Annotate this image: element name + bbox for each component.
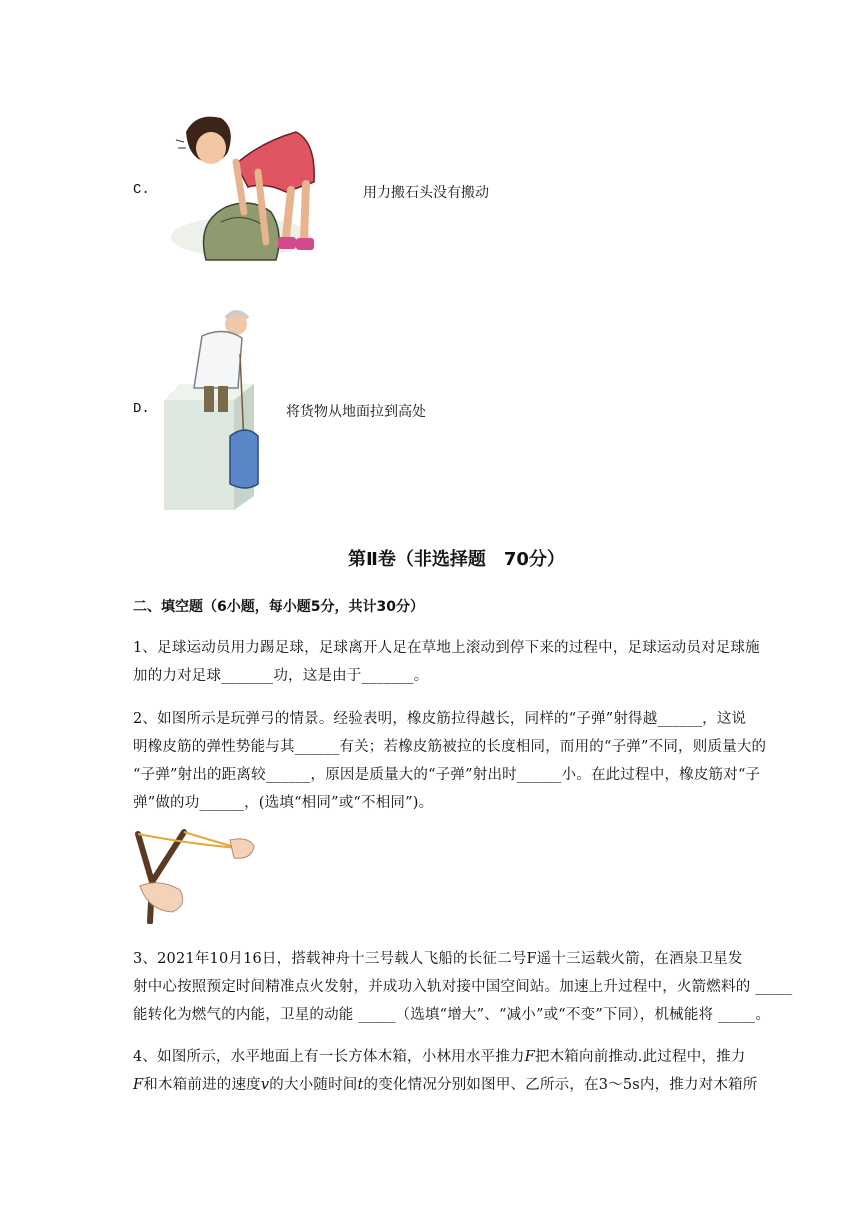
option-c-text: 用力搬石头没有搬动 [363, 185, 489, 201]
old-man-pulling-cargo-illustration [164, 296, 270, 510]
question-2-line-3: “子弹”射出的距离较______，原因是质量大的“子弹”射出时______小。在此过程中，橡皮筋对“子 [133, 767, 761, 783]
question-1 [133, 634, 805, 690]
fill-in-section-heading: 二、填空题（6小题，每小题5分，共计30分） [133, 599, 424, 615]
question-1-line-2: 加的力对足球_______功，这是由于_______。 [133, 668, 429, 684]
question-4 [133, 1043, 805, 1099]
question-3 [133, 945, 805, 1029]
option-c-letter: C. [133, 182, 150, 198]
question-3-line-2: 射中心按照预定时间精准点火发射，并成功入轨对接中国空间站。加速上升过程中，火箭燃料的 _____ [133, 979, 793, 995]
question-2-line-1: 2、如图所示是玩弹弓的情景。经验表明，橡皮筋拉得越长，同样的“子弹”射得越______，这说 [133, 711, 747, 727]
question-3-line-3: 能转化为燃气的内能，卫星的动能 _____（选填“增大”、“减小”或“不变”下同），机械能将 _____。 [133, 1007, 771, 1023]
question-2-line-2: 明橡皮筋的弹性势能与其______有关；若橡皮筋被拉的长度相同，而用的“子弹”不同，则质量大的 [133, 739, 767, 755]
girl-pushing-stone-illustration [166, 112, 332, 264]
question-2-line-4: 弹”做的功______，(选填“相同”或“不相同”)。 [133, 795, 434, 811]
question-1-line-1: 1、足球运动员用力踢足球，足球离开人足在草地上滚动到停下来的过程中，足球运动员对足球施 [133, 640, 760, 656]
part-two-title: 第Ⅱ卷（非选择题 70分） [348, 549, 565, 570]
option-d-letter: D. [133, 401, 150, 417]
question-4-line-2: F和木箱前进的速度v的大小随时间t的变化情况分别如图甲、乙所示，在3～5s内，推力对木箱所 [133, 1077, 758, 1093]
slingshot-illustration [130, 826, 256, 924]
option-d-text: 将货物从地面拉到高处 [286, 404, 426, 420]
question-2 [133, 705, 805, 817]
question-3-line-1: 3、2021年10月16日，搭载神舟十三号载人飞船的长征二号F遥十三运载火箭，在酒泉卫星发 [133, 951, 743, 967]
question-4-line-1: 4、如图所示，水平地面上有一长方体木箱，小林用水平推力F把木箱向前推动.此过程中，推力 [133, 1049, 746, 1065]
